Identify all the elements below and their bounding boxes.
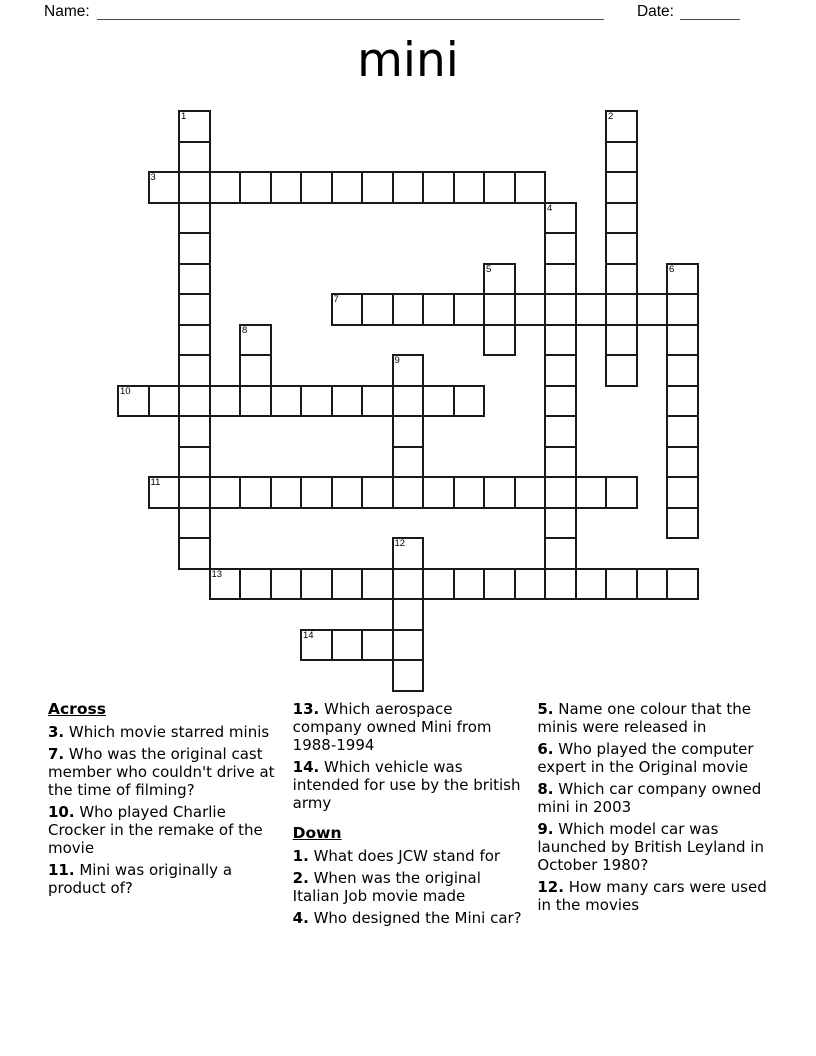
clue-across-14 [293, 758, 526, 812]
clue-text: Who played Charlie Crocker in the remake of the movie [48, 803, 263, 857]
grid-cell-r12-c13[interactable] [514, 476, 547, 509]
clue-down-12 [537, 878, 770, 914]
grid-cell-r6-c12[interactable] [483, 293, 516, 326]
clue-down-6 [537, 740, 770, 776]
grid-cell-r11-c18[interactable] [666, 446, 699, 479]
grid-cell-r12-c12[interactable] [483, 476, 516, 509]
grid-cell-r12-c4[interactable] [239, 476, 272, 509]
grid-cell-r6-c14[interactable] [544, 293, 577, 326]
grid-cell-r7-c4[interactable] [239, 324, 272, 357]
grid-cell-r12-c15[interactable] [575, 476, 608, 509]
clue-text: Which aerospace company owned Mini from 1988-1994 [292, 700, 492, 754]
grid-cell-r15-c17[interactable] [636, 568, 669, 601]
grid-cell-r2-c9[interactable] [392, 171, 425, 204]
grid-cell-r6-c18[interactable] [666, 293, 699, 326]
grid-cell-r4-c2[interactable] [178, 232, 211, 265]
grid-cell-r12-c7[interactable] [331, 476, 364, 509]
puzzle-title: mini [357, 33, 459, 88]
grid-cell-r6-c13[interactable] [514, 293, 547, 326]
clue-number: 3. [48, 723, 65, 741]
clue-text: When was the original Italian Job movie made [292, 869, 481, 905]
grid-cell-r5-c2[interactable] [178, 263, 211, 296]
grid-cell-r15-c8[interactable] [361, 568, 394, 601]
grid-cell-r10-c9[interactable] [392, 415, 425, 448]
grid-cell-r9-c5[interactable] [270, 385, 303, 418]
name-label: Name: [44, 3, 90, 20]
grid-cell-r7-c18[interactable] [666, 324, 699, 357]
cell-number-7: 7 [333, 294, 339, 305]
grid-cell-r8-c4[interactable] [239, 354, 272, 387]
clue-down-4 [293, 909, 526, 927]
grid-cell-r15-c3[interactable] [209, 568, 242, 601]
grid-cell-r1-c16[interactable] [605, 141, 638, 174]
clue-number: 7. [48, 745, 65, 763]
grid-cell-r4-c14[interactable] [544, 232, 577, 265]
cell-number-9: 9 [394, 355, 400, 366]
cell-number-13: 13 [211, 568, 223, 580]
clue-text: Who played the computer expert in the Original movie [537, 740, 754, 776]
grid-cell-r11-c14[interactable] [544, 446, 577, 479]
grid-cell-r15-c15[interactable] [575, 568, 608, 601]
grid-cell-r14-c14[interactable] [544, 537, 577, 570]
clue-text: Which model car was launched by British Leyland in October 1980? [537, 820, 764, 874]
grid-cell-r9-c18[interactable] [666, 385, 699, 418]
grid-cell-r11-c2[interactable] [178, 446, 211, 479]
grid-cell-r12-c6[interactable] [300, 476, 333, 509]
grid-cell-r5-c14[interactable] [544, 263, 577, 296]
clue-text: Which vehicle was intended for use by the british army [292, 758, 521, 812]
clue-number: 6. [537, 740, 554, 758]
cell-number-1: 1 [181, 111, 187, 122]
grid-cell-r9-c10[interactable] [422, 385, 455, 418]
clue-across-3 [48, 723, 281, 741]
grid-cell-r12-c3[interactable] [209, 476, 242, 509]
clues-column-2 [293, 700, 526, 931]
clue-number: 11. [48, 861, 75, 879]
grid-cell-r9-c7[interactable] [331, 385, 364, 418]
grid-cell-r4-c16[interactable] [605, 232, 638, 265]
clue-text: How many cars were used in the movies [537, 878, 767, 914]
grid-cell-r14-c2[interactable] [178, 537, 211, 570]
clue-text: Who was the original cast member who couldn't drive at the time of filming? [48, 745, 275, 799]
grid-cell-r9-c3[interactable] [209, 385, 242, 418]
grid-cell-r7-c12[interactable] [483, 324, 516, 357]
grid-cell-r10-c2[interactable] [178, 415, 211, 448]
clue-number: 10. [48, 803, 75, 821]
crossword-grid [117, 110, 700, 693]
across-clues-header: Across [48, 700, 106, 718]
grid-cell-r18-c9[interactable] [392, 659, 425, 692]
grid-cell-r6-c8[interactable] [361, 293, 394, 326]
grid-cell-r12-c11[interactable] [453, 476, 486, 509]
clue-down-5 [537, 700, 770, 736]
clue-number: 1. [292, 847, 309, 865]
grid-cell-r9-c4[interactable] [239, 385, 272, 418]
grid-cell-r17-c6[interactable] [300, 629, 333, 662]
grid-cell-r15-c4[interactable] [239, 568, 272, 601]
grid-cell-r6-c9[interactable] [392, 293, 425, 326]
grid-cell-r6-c2[interactable] [178, 293, 211, 326]
clue-number: 14. [292, 758, 320, 776]
grid-cell-r5-c12[interactable] [483, 263, 516, 296]
date-label: Date: [636, 3, 674, 20]
grid-cell-r12-c8[interactable] [361, 476, 394, 509]
grid-cell-r12-c9[interactable] [392, 476, 425, 509]
grid-cell-r14-c9[interactable] [392, 537, 425, 570]
grid-cell-r8-c14[interactable] [544, 354, 577, 387]
cell-number-5: 5 [486, 263, 492, 275]
grid-cell-r9-c6[interactable] [300, 385, 333, 418]
grid-cell-r8-c2[interactable] [178, 354, 211, 387]
grid-cell-r3-c16[interactable] [605, 202, 638, 235]
grid-cell-r6-c11[interactable] [453, 293, 486, 326]
grid-cell-r15-c14[interactable] [544, 568, 577, 601]
grid-cell-r11-c9[interactable] [392, 446, 425, 479]
grid-cell-r6-c16[interactable] [605, 293, 638, 326]
grid-cell-r9-c8[interactable] [361, 385, 394, 418]
grid-cell-r1-c2[interactable] [178, 141, 211, 174]
clue-number: 13. [292, 700, 320, 718]
cell-number-3: 3 [150, 172, 156, 183]
grid-cell-r9-c0[interactable] [117, 385, 150, 418]
clue-across-10 [48, 803, 281, 857]
clue-number: 9. [537, 820, 554, 838]
grid-cell-r15-c9[interactable] [392, 568, 425, 601]
clue-across-7 [48, 745, 281, 799]
grid-cell-r2-c7[interactable] [331, 171, 364, 204]
grid-cell-r2-c10[interactable] [422, 171, 455, 204]
grid-cell-r6-c15[interactable] [575, 293, 608, 326]
grid-cell-r5-c16[interactable] [605, 263, 638, 296]
grid-cell-r7-c16[interactable] [605, 324, 638, 357]
clue-text: Who designed the Mini car? [308, 909, 522, 927]
grid-cell-r12-c10[interactable] [422, 476, 455, 509]
clue-down-1 [293, 847, 526, 865]
grid-cell-r0-c16[interactable] [605, 110, 638, 143]
down-clues-header: Down [292, 824, 342, 842]
cell-number-14: 14 [303, 629, 314, 641]
clues-column-3 [537, 700, 770, 931]
name-date-row [44, 2, 740, 21]
grid-cell-r12-c16[interactable] [605, 476, 638, 509]
grid-cell-r7-c2[interactable] [178, 324, 211, 357]
grid-cell-r17-c7[interactable] [331, 629, 364, 662]
grid-cell-r3-c2[interactable] [178, 202, 211, 235]
clue-text: Mini was originally a product of? [48, 861, 233, 897]
grid-cell-r13-c18[interactable] [666, 507, 699, 540]
grid-cell-r2-c2[interactable] [178, 171, 211, 204]
clue-text: Which movie starred minis [64, 723, 270, 741]
grid-cell-r2-c8[interactable] [361, 171, 394, 204]
cell-number-4: 4 [547, 202, 553, 214]
grid-cell-r9-c14[interactable] [544, 385, 577, 418]
name-input-line[interactable] [97, 2, 604, 20]
grid-cell-r10-c14[interactable] [544, 415, 577, 448]
grid-cell-r2-c5[interactable] [270, 171, 303, 204]
grid-cell-r9-c2[interactable] [178, 385, 211, 418]
grid-cell-r12-c2[interactable] [178, 476, 211, 509]
clues-column-1 [48, 700, 281, 931]
clue-number: 2. [292, 869, 309, 887]
clue-number: 8. [537, 780, 554, 798]
clue-number: 4. [292, 909, 309, 927]
clue-down-9 [537, 820, 770, 874]
grid-cell-r3-c14[interactable] [544, 202, 577, 235]
grid-cell-r9-c1[interactable] [148, 385, 181, 418]
cell-number-2: 2 [608, 111, 614, 122]
grid-cell-r15-c7[interactable] [331, 568, 364, 601]
grid-cell-r12-c14[interactable] [544, 476, 577, 509]
grid-cell-r15-c5[interactable] [270, 568, 303, 601]
grid-cell-r16-c9[interactable] [392, 598, 425, 631]
clue-across-11 [48, 861, 281, 897]
grid-cell-r15-c16[interactable] [605, 568, 638, 601]
cell-number-11: 11 [150, 477, 161, 488]
clues-section [48, 700, 770, 931]
grid-cell-r9-c11[interactable] [453, 385, 486, 418]
grid-cell-r12-c18[interactable] [666, 476, 699, 509]
cell-number-12: 12 [394, 538, 406, 549]
cell-number-8: 8 [242, 324, 248, 336]
grid-cell-r15-c10[interactable] [422, 568, 455, 601]
clue-text: Which car company owned mini in 2003 [537, 780, 762, 816]
grid-cell-r9-c9[interactable] [392, 385, 425, 418]
clue-number: 12. [537, 878, 564, 896]
clue-down-2 [293, 869, 526, 905]
clue-across-13 [293, 700, 526, 754]
grid-cell-r8-c18[interactable] [666, 354, 699, 387]
grid-cell-r2-c11[interactable] [453, 171, 486, 204]
cell-number-6: 6 [669, 263, 675, 275]
grid-cell-r2-c3[interactable] [209, 171, 242, 204]
grid-cell-r15-c18[interactable] [666, 568, 699, 601]
grid-cell-r2-c13[interactable] [514, 171, 547, 204]
clue-text: Name one colour that the minis were released in [537, 700, 752, 736]
grid-cell-r6-c17[interactable] [636, 293, 669, 326]
clue-down-8 [537, 780, 770, 816]
grid-cell-r0-c2[interactable] [178, 110, 211, 143]
grid-cell-r13-c2[interactable] [178, 507, 211, 540]
grid-cell-r5-c18[interactable] [666, 263, 699, 296]
grid-cell-r15-c12[interactable] [483, 568, 516, 601]
clue-number: 5. [537, 700, 554, 718]
grid-cell-r10-c18[interactable] [666, 415, 699, 448]
cell-number-10: 10 [120, 385, 131, 397]
grid-cell-r6-c7[interactable] [331, 293, 364, 326]
grid-cell-r13-c14[interactable] [544, 507, 577, 540]
date-input-line[interactable] [680, 2, 740, 20]
grid-cell-r6-c10[interactable] [422, 293, 455, 326]
grid-cell-r2-c1[interactable] [148, 171, 181, 204]
grid-cell-r15-c13[interactable] [514, 568, 547, 601]
grid-cell-r8-c9[interactable] [392, 354, 425, 387]
grid-cell-r12-c1[interactable] [148, 476, 181, 509]
grid-cell-r2-c16[interactable] [605, 171, 638, 204]
grid-cell-r2-c12[interactable] [483, 171, 516, 204]
clue-text: What does JCW stand for [308, 847, 501, 865]
grid-cell-r15-c11[interactable] [453, 568, 486, 601]
grid-cell-r17-c8[interactable] [361, 629, 394, 662]
grid-cell-r2-c6[interactable] [300, 171, 333, 204]
grid-cell-r8-c16[interactable] [605, 354, 638, 387]
grid-cell-r7-c14[interactable] [544, 324, 577, 357]
grid-cell-r12-c5[interactable] [270, 476, 303, 509]
grid-cell-r17-c9[interactable] [392, 629, 425, 662]
grid-cell-r15-c6[interactable] [300, 568, 333, 601]
grid-cell-r2-c4[interactable] [239, 171, 272, 204]
